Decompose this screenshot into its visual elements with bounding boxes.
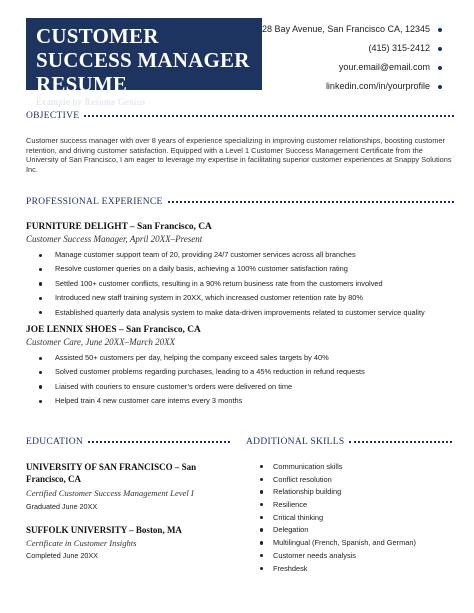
bullet-icon [438, 66, 442, 70]
resume-header [26, 18, 262, 107]
objective-heading [26, 111, 454, 121]
list-item: Assisted 50+ customers per day, helping the company exceed sales targets by 40% [38, 353, 365, 367]
list-item: Multilingual (French, Spanish, and German) [259, 538, 416, 551]
list-item: Relationship building [259, 487, 416, 500]
objective-heading-text: OBJECTIVE [26, 111, 80, 121]
contact-linkedin-text: linkedin.com/in/yourprofile [325, 81, 430, 91]
resume-title: CUSTOMER SUCCESS MANAGER RESUME [36, 24, 250, 96]
job-company: FURNITURE DELIGHT [26, 222, 128, 232]
education-school: SUFFOLK UNIVERSITY – Boston, MA [26, 525, 182, 535]
experience-heading-text: PROFESSIONAL EXPERIENCE [26, 197, 163, 207]
education-school: UNIVERSITY OF SAN FRANCISCO – San Francisco, CA [26, 462, 197, 484]
section-divider [168, 201, 454, 203]
skills-heading [246, 437, 452, 447]
education-credential: Certified Customer Success Management Level I [26, 488, 194, 498]
objective-text: Customer success manager with over 8 years of experience specializing in improving customer relationships, boosting customer retention, and driving customer satisfaction. Equipped with a Level 1 Customer Success Management Certificate from the University of San Francisco, I am eager to leverage my expertise in facilitating superior customer experiences at Snappy Solutions Inc. [26, 136, 452, 174]
education-heading [26, 437, 230, 447]
list-item: Solved customer problems regarding purchases, leading to a 45% reduction in refund requests [38, 367, 365, 381]
list-item: Critical thinking [259, 513, 416, 526]
job-company: JOE LENNIX SHOES [26, 325, 117, 335]
list-item: Conflict resolution [259, 475, 416, 488]
contact-info [250, 20, 430, 96]
list-item: Customer needs analysis [259, 551, 416, 564]
list-item: Established quarterly data analysis system to make data-driven improvements related to customer service quality [38, 308, 425, 322]
contact-phone [250, 39, 430, 58]
list-item: Freshdesk [259, 564, 416, 577]
list-item: Delegation [259, 525, 416, 538]
section-divider [84, 115, 454, 117]
list-item: Helped train 4 new customer care interns every 3 months [38, 396, 365, 410]
list-item: Introduced new staff training system in 20XX, which increased customer retention rate by 80% [38, 293, 425, 307]
bullet-icon [438, 85, 442, 89]
bullet-icon [438, 47, 442, 51]
contact-address-text: 28 Bay Avenue, San Francisco CA, 12345 [262, 24, 430, 34]
resume-subtitle: Example by Resume Genius [36, 97, 146, 107]
job-title-joe-lennix-shoes [26, 325, 201, 335]
list-item: Resolve customer queries on a daily basis, achieving a 100% customer satisfaction rating [38, 264, 425, 278]
education-credential: Certificate in Customer Insights [26, 538, 137, 548]
skills-heading-text: ADDITIONAL SKILLS [246, 437, 345, 447]
job-location: – San Francisco, CA [127, 222, 212, 232]
list-item: Settled 100+ customer conflicts, resulting in a 90% return business rate from the customers involved [38, 279, 425, 293]
contact-email-text: your.email@email.com [338, 62, 430, 72]
section-divider [88, 441, 230, 443]
contact-linkedin [250, 77, 430, 96]
list-item: Liaised with couriers to ensure customer’s orders were delivered on time [38, 382, 365, 396]
contact-address [250, 20, 430, 39]
list-item: Manage customer support team of 20, providing 24/7 customer services across all branches [38, 250, 425, 264]
experience-heading [26, 197, 454, 207]
education-date: Completed June 20XX [26, 551, 98, 560]
education-date: Graduated June 20XX [26, 502, 98, 511]
job-role: Customer Success Manager, April 20XX–Present [26, 234, 203, 244]
job-title-furniture-delight [26, 222, 212, 232]
job-location: – San Francisco, CA [116, 325, 201, 335]
bullet-icon [438, 28, 442, 32]
section-divider [349, 441, 452, 443]
education-heading-text: EDUCATION [26, 437, 84, 447]
list-item: Resilience [259, 500, 416, 513]
job-bullets-furniture-delight [38, 250, 425, 322]
job-bullets-joe-lennix-shoes [38, 353, 365, 411]
skills-list [259, 462, 416, 576]
contact-phone-text: (415) 315-2412 [368, 43, 430, 53]
contact-email [250, 58, 430, 77]
job-role: Customer Care, June 20XX–March 20XX [26, 337, 176, 347]
list-item: Communication skills [259, 462, 416, 475]
